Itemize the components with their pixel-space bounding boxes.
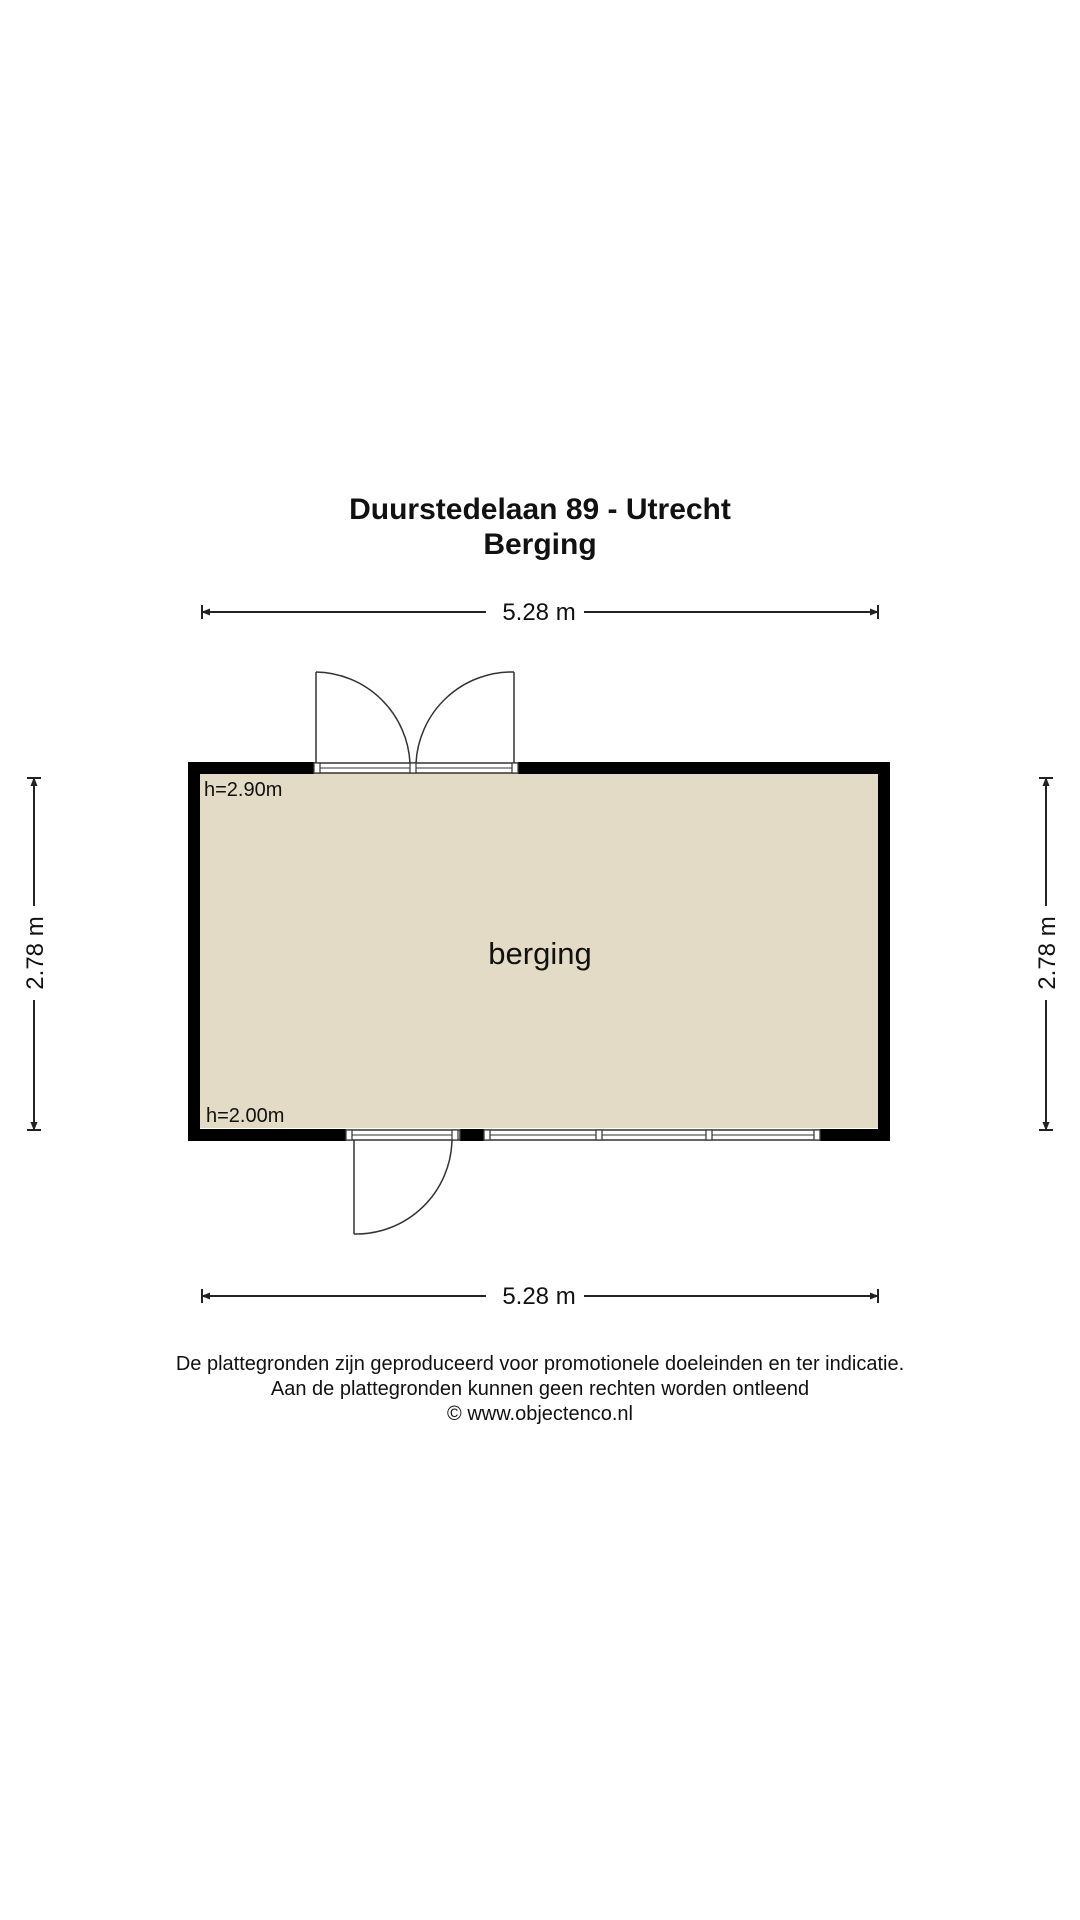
dimension-top — [202, 599, 878, 626]
disclaimer-footer — [0, 1352, 1080, 1427]
ceiling-height-bottom-label: h=2.00m — [206, 1105, 285, 1127]
wall-top-left — [188, 762, 314, 774]
door-swing-left — [316, 672, 410, 763]
single-door — [346, 1130, 460, 1234]
room-name-label: berging — [488, 936, 592, 971]
dimension-left — [22, 778, 49, 1130]
wall-left — [188, 762, 200, 1141]
double-door — [314, 672, 518, 773]
dimension-bottom-label: 5.28 m — [502, 1283, 576, 1310]
disclaimer-line-1: De plattegronden zijn geproduceerd voor promotionele doeleinden en ter indicatie. — [175, 1353, 905, 1375]
plan-floor-title: Berging — [483, 528, 597, 561]
copyright-link[interactable]: © www.objectenco.nl — [447, 1403, 633, 1425]
wall-bottom-left — [188, 1129, 346, 1141]
wall-right — [878, 762, 890, 1141]
dimension-right — [1034, 778, 1061, 1130]
dimension-top-label: 5.28 m — [502, 599, 576, 626]
window-row — [484, 1130, 820, 1140]
dimension-bottom — [202, 1283, 878, 1310]
dimension-left-label: 2.78 m — [22, 916, 49, 990]
plan-address-title: Duurstedelaan 89 - Utrecht — [349, 493, 731, 526]
wall-bottom-pier — [460, 1129, 484, 1141]
door-swing-right — [416, 672, 514, 763]
disclaimer-line-2: Aan de plattegronden kunnen geen rechten worden ontleend — [270, 1378, 810, 1400]
dimension-right-label: 2.78 m — [1034, 916, 1061, 990]
door-swing-bottom — [354, 1140, 452, 1234]
wall-bottom-right — [820, 1129, 890, 1141]
wall-top-right — [518, 762, 890, 774]
ceiling-height-top-label: h=2.90m — [204, 779, 283, 801]
